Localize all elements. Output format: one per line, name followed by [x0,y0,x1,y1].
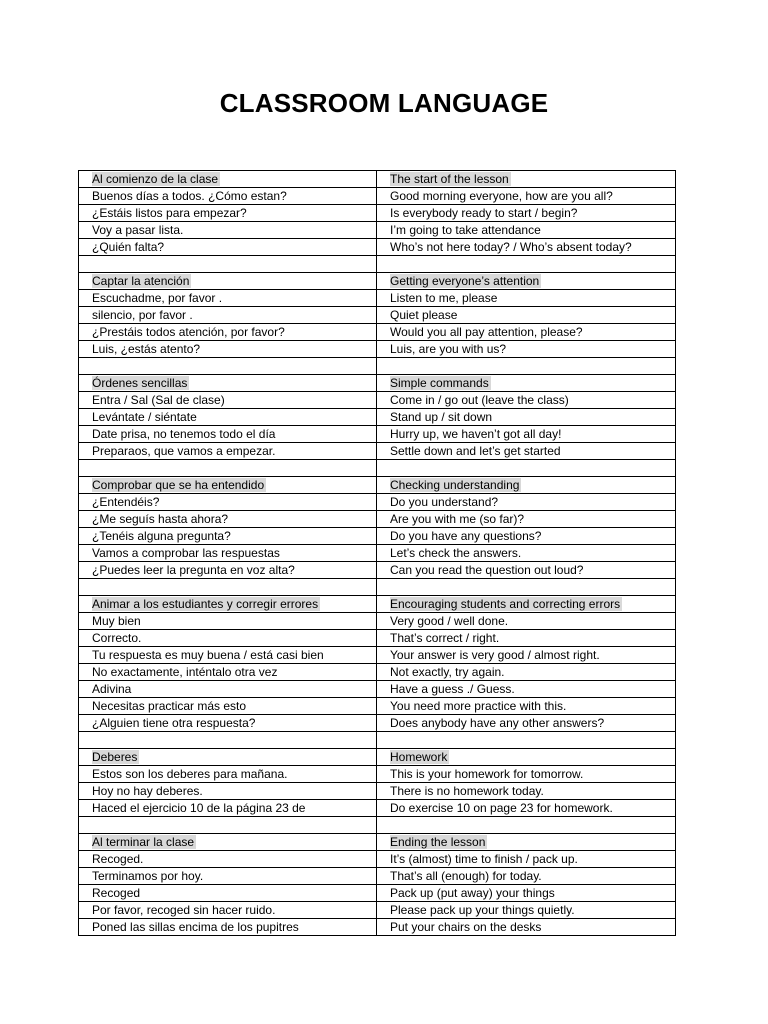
english-phrase: Can you read the question out loud? [377,562,676,579]
section-header-row [79,477,676,494]
section-header-text: Deberes [92,749,138,764]
empty-cell [377,460,676,477]
spanish-phrase: Adivina [79,681,377,698]
phrase-row [79,290,676,307]
spacer-row [79,579,676,596]
spanish-phrase: Escuchadme, por favor . [79,290,377,307]
phrase-row [79,681,676,698]
spacer-row [79,256,676,273]
english-phrase: This is your homework for tomorrow. [377,766,676,783]
spanish-phrase: Haced el ejercicio 10 de la página 23 de [79,800,377,817]
spanish-phrase: Tu respuesta es muy buena / está casi bien [79,647,377,664]
section-header-row [79,375,676,392]
spanish-phrase: Recoged [79,885,377,902]
spanish-phrase: Luis, ¿estás atento? [79,341,377,358]
phrase-row [79,239,676,256]
spanish-phrase: Correcto. [79,630,377,647]
spanish-phrase: ¿Me seguís hasta ahora? [79,511,377,528]
phrase-row [79,409,676,426]
spanish-phrase: Date prisa, no tenemos todo el día [79,426,377,443]
spacer-row [79,358,676,375]
spanish-phrase: Poned las sillas encima de los pupitres [79,919,377,936]
phrase-row [79,426,676,443]
english-phrase: It’s (almost) time to finish / pack up. [377,851,676,868]
phrase-row [79,902,676,919]
phrase-row [79,494,676,511]
section-header-spanish [79,749,377,766]
english-phrase: There is no homework today. [377,783,676,800]
section-header-spanish [79,273,377,290]
english-phrase: Settle down and let’s get started [377,443,676,460]
english-phrase: Very good / well done. [377,613,676,630]
spanish-phrase: ¿Quién falta? [79,239,377,256]
english-phrase: Not exactly, try again. [377,664,676,681]
spanish-phrase: ¿Alguien tiene otra respuesta? [79,715,377,732]
english-phrase: Does anybody have any other answers? [377,715,676,732]
section-header-text: Animar a los estudiantes y corregir errores [92,596,319,611]
english-phrase: Quiet please [377,307,676,324]
spanish-phrase: Buenos días a todos. ¿Cómo estan? [79,188,377,205]
spanish-phrase: Vamos a comprobar las respuestas [79,545,377,562]
phrase-row [79,766,676,783]
empty-cell [377,358,676,375]
spanish-phrase: Hoy no hay deberes. [79,783,377,800]
section-header-english [377,171,676,188]
phrase-row [79,511,676,528]
section-header-spanish [79,171,377,188]
section-header-text: Homework [390,749,448,764]
english-phrase: Do exercise 10 on page 23 for homework. [377,800,676,817]
spanish-phrase: Preparaos, que vamos a empezar. [79,443,377,460]
spanish-phrase: ¿Tenéis alguna pregunta? [79,528,377,545]
english-phrase: Good morning everyone, how are you all? [377,188,676,205]
spanish-phrase: Voy a pasar lista. [79,222,377,239]
section-header-text: Al comienzo de la clase [92,171,219,186]
english-phrase: I’m going to take attendance [377,222,676,239]
empty-cell [377,256,676,273]
section-header-row [79,596,676,613]
phrase-row [79,698,676,715]
english-phrase: Stand up / sit down [377,409,676,426]
english-phrase: Let’s check the answers. [377,545,676,562]
section-header-english [377,749,676,766]
english-phrase: Are you with me (so far)? [377,511,676,528]
spanish-phrase: ¿Prestáis todos atención, por favor? [79,324,377,341]
phrase-row [79,341,676,358]
section-header-spanish [79,834,377,851]
spanish-phrase: ¿Puedes leer la pregunta en voz alta? [79,562,377,579]
spanish-phrase: No exactamente, inténtalo otra vez [79,664,377,681]
phrase-row [79,851,676,868]
english-phrase: You need more practice with this. [377,698,676,715]
english-phrase: Listen to me, please [377,290,676,307]
english-phrase: Who’s not here today? / Who’s absent today? [377,239,676,256]
english-phrase: Your answer is very good / almost right. [377,647,676,664]
english-phrase: Hurry up, we haven’t got all day! [377,426,676,443]
section-header-text: Órdenes sencillas [92,375,188,390]
spacer-row [79,817,676,834]
phrase-row [79,324,676,341]
section-header-text: Comprobar que se ha entendido [92,477,265,492]
section-header-spanish [79,596,377,613]
vocabulary-table [78,170,676,936]
section-header-text: Encouraging students and correcting errors [390,596,621,611]
english-phrase: Please pack up your things quietly. [377,902,676,919]
section-header-english [377,375,676,392]
phrase-row [79,919,676,936]
phrase-row [79,647,676,664]
empty-cell [79,358,377,375]
section-header-spanish [79,375,377,392]
phrase-row [79,307,676,324]
empty-cell [377,817,676,834]
empty-cell [79,732,377,749]
phrase-row [79,664,676,681]
english-phrase: Have a guess ./ Guess. [377,681,676,698]
english-phrase: Luis, are you with us? [377,341,676,358]
empty-cell [79,256,377,273]
section-header-english [377,273,676,290]
english-phrase: Would you all pay attention, please? [377,324,676,341]
english-phrase: Do you understand? [377,494,676,511]
section-header-row [79,171,676,188]
section-header-text: The start of the lesson [390,171,509,186]
spanish-phrase: Muy bien [79,613,377,630]
spanish-phrase: Recoged. [79,851,377,868]
section-header-text: Getting everyone’s attention [390,273,540,288]
section-header-text: Captar la atención [92,273,190,288]
section-header-row [79,749,676,766]
empty-cell [377,732,676,749]
english-phrase: Do you have any questions? [377,528,676,545]
section-header-english [377,834,676,851]
spanish-phrase: Necesitas practicar más esto [79,698,377,715]
section-header-text: Simple commands [390,375,489,390]
phrase-row [79,545,676,562]
page-title: CLASSROOM LANGUAGE [219,88,549,118]
section-header-text: Ending the lesson [390,834,486,849]
spacer-row [79,460,676,477]
phrase-row [79,392,676,409]
phrase-row [79,443,676,460]
spanish-phrase: Por favor, recoged sin hacer ruido. [79,902,377,919]
empty-cell [79,817,377,834]
spanish-phrase: ¿Entendéis? [79,494,377,511]
section-header-english [377,477,676,494]
section-header-spanish [79,477,377,494]
section-header-text: Checking understanding [390,477,520,492]
phrase-row [79,188,676,205]
spanish-phrase: Estos son los deberes para mañana. [79,766,377,783]
phrase-row [79,800,676,817]
phrase-row [79,868,676,885]
section-header-english [377,596,676,613]
phrase-row [79,613,676,630]
english-phrase: Put your chairs on the desks [377,919,676,936]
empty-cell [377,579,676,596]
spanish-phrase: Terminamos por hoy. [79,868,377,885]
english-phrase: Is everybody ready to start / begin? [377,205,676,222]
empty-cell [79,579,377,596]
spanish-phrase: ¿Estáis listos para empezar? [79,205,377,222]
phrase-row [79,562,676,579]
english-phrase: Pack up (put away) your things [377,885,676,902]
spanish-phrase: Entra / Sal (Sal de clase) [79,392,377,409]
phrase-row [79,783,676,800]
english-phrase: That’s correct / right. [377,630,676,647]
section-header-row [79,273,676,290]
english-phrase: That’s all (enough) for today. [377,868,676,885]
empty-cell [79,460,377,477]
spacer-row [79,732,676,749]
phrase-row [79,205,676,222]
phrase-row [79,885,676,902]
spanish-phrase: silencio, por favor . [79,307,377,324]
phrase-row [79,528,676,545]
section-header-text: Al terminar la clase [92,834,195,849]
phrase-row [79,630,676,647]
section-header-row [79,834,676,851]
english-phrase: Come in / go out (leave the class) [377,392,676,409]
phrase-row [79,715,676,732]
phrase-row [79,222,676,239]
spanish-phrase: Levántate / siéntate [79,409,377,426]
